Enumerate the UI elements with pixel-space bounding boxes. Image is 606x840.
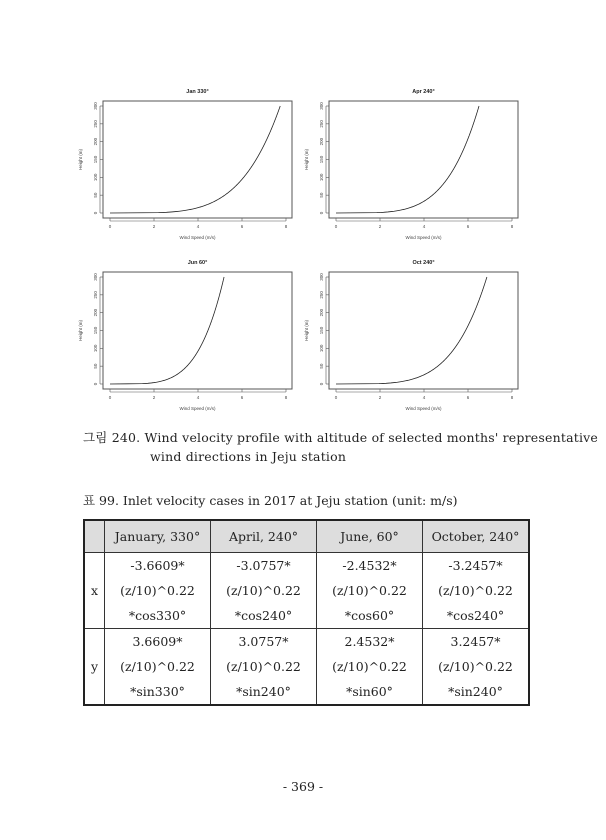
- y-tick-label: 250: [319, 120, 324, 128]
- y-tick-label: 250: [93, 291, 98, 299]
- table-row: [84, 629, 529, 706]
- x-tick-label: 6: [240, 224, 244, 229]
- y-tick-label: 0: [93, 211, 98, 215]
- chart-svg: [296, 253, 536, 423]
- cell-line: (z/10)^0.22: [120, 583, 195, 598]
- y-tick-label: 300: [93, 102, 98, 110]
- chart-title: Oct 240°: [412, 260, 435, 266]
- x-axis-label: Wind Speed (m/s): [179, 406, 216, 411]
- x-axis-label: Wind Speed (m/s): [405, 406, 442, 411]
- cell-line: 3.0757*: [238, 634, 289, 649]
- cell-line: (z/10)^0.22: [438, 583, 513, 598]
- x-tick-label: 8: [284, 395, 288, 400]
- x-tick-label: 8: [284, 224, 288, 229]
- plot-frame: [329, 272, 518, 389]
- cell-line: -3.2457*: [448, 558, 503, 573]
- y-tick-label: 0: [319, 382, 324, 386]
- x-tick-label: 0: [334, 395, 338, 400]
- y-tick-label: 300: [319, 273, 324, 281]
- table-cell: [423, 629, 530, 706]
- x-tick-label: 8: [510, 224, 514, 229]
- x-tick-label: 0: [108, 224, 112, 229]
- chart-jan: [70, 82, 310, 252]
- cell-line: *sin330°: [130, 684, 185, 699]
- page-number: - 369 -: [282, 779, 324, 794]
- y-tick-label: 250: [93, 120, 98, 128]
- chart-svg: [296, 82, 536, 252]
- cell-line: (z/10)^0.22: [438, 659, 513, 674]
- y-tick-label: 50: [93, 192, 98, 198]
- x-tick-label: 6: [240, 395, 244, 400]
- y-tick-label: 300: [319, 102, 324, 110]
- y-tick-label: 100: [93, 173, 98, 182]
- cell-line: *cos330°: [128, 608, 187, 623]
- chart-svg: [70, 82, 310, 252]
- inlet-velocity-table: [83, 519, 530, 706]
- table-cell: [317, 553, 423, 629]
- x-tick-label: 4: [422, 224, 426, 229]
- cell-line: *cos240°: [446, 608, 505, 623]
- profile-curve: [110, 277, 224, 384]
- y-axis-label: Height (m): [78, 319, 83, 342]
- table-cell: [211, 629, 317, 706]
- cell-line: -3.0757*: [236, 558, 291, 573]
- cell-line: (z/10)^0.22: [226, 583, 301, 598]
- table-header: June, 60°: [317, 520, 423, 553]
- table-cell: [423, 553, 530, 629]
- x-tick-label: 2: [378, 224, 382, 229]
- y-tick-label: 150: [319, 326, 324, 335]
- x-tick-label: 4: [422, 395, 426, 400]
- cell-line: *cos240°: [234, 608, 293, 623]
- x-axis-label: Wind Speed (m/s): [179, 235, 216, 240]
- x-tick-label: 0: [108, 395, 112, 400]
- y-axis-label: Height (m): [304, 319, 309, 342]
- x-tick-label: 4: [196, 224, 200, 229]
- table-header: October, 240°: [423, 520, 530, 553]
- y-tick-label: 100: [319, 344, 324, 353]
- figure-caption-line1: 그림 240. Wind velocity profile with altitude of selected months' representative: [83, 430, 599, 445]
- y-tick-label: 50: [319, 363, 324, 369]
- cell-line: -3.6609*: [130, 558, 185, 573]
- table-cell: [105, 629, 211, 706]
- table-cell: [105, 553, 211, 629]
- x-tick-label: 6: [466, 224, 470, 229]
- row-label: x: [84, 553, 105, 629]
- cell-line: *cos60°: [344, 608, 395, 623]
- cell-line: *sin240°: [236, 684, 291, 699]
- x-tick-label: 6: [466, 395, 470, 400]
- cell-line: (z/10)^0.22: [332, 583, 407, 598]
- row-label: y: [84, 629, 105, 706]
- y-axis-label: Height (m): [78, 148, 83, 171]
- chart-title: Jun 60°: [187, 260, 208, 266]
- x-tick-label: 8: [510, 395, 514, 400]
- cell-line: *sin240°: [448, 684, 503, 699]
- y-tick-label: 200: [93, 137, 98, 146]
- profile-curve: [336, 277, 487, 384]
- chart-apr: [296, 82, 536, 252]
- y-tick-label: 250: [319, 291, 324, 299]
- y-axis-label: Height (m): [304, 148, 309, 171]
- cell-line: *sin60°: [346, 684, 393, 699]
- plot-frame: [103, 272, 292, 389]
- y-tick-label: 200: [319, 137, 324, 146]
- y-tick-label: 100: [93, 344, 98, 353]
- table-header: January, 330°: [105, 520, 211, 553]
- table-header: [84, 520, 105, 553]
- y-tick-label: 0: [93, 382, 98, 386]
- cell-line: 3.6609*: [132, 634, 183, 649]
- chart-title: Apr 240°: [412, 89, 435, 95]
- y-tick-label: 150: [319, 155, 324, 164]
- chart-title: Jan 330°: [186, 89, 209, 95]
- y-tick-label: 200: [93, 308, 98, 317]
- x-tick-label: 2: [378, 395, 382, 400]
- table-header-row: [84, 520, 529, 553]
- y-tick-label: 300: [93, 273, 98, 281]
- plot-frame: [329, 101, 518, 218]
- chart-jun: [70, 253, 310, 423]
- table-cell: [317, 629, 423, 706]
- cell-line: (z/10)^0.22: [332, 659, 407, 674]
- x-tick-label: 4: [196, 395, 200, 400]
- cell-line: -2.4532*: [342, 558, 397, 573]
- x-tick-label: 0: [334, 224, 338, 229]
- cell-line: (z/10)^0.22: [226, 659, 301, 674]
- profile-curve: [110, 106, 280, 213]
- plot-frame: [103, 101, 292, 218]
- x-axis-label: Wind Speed (m/s): [405, 235, 442, 240]
- x-tick-label: 2: [152, 395, 156, 400]
- cell-line: 2.4532*: [344, 634, 395, 649]
- table-cell: [211, 553, 317, 629]
- y-tick-label: 50: [93, 363, 98, 369]
- table-title: 표 99. Inlet velocity cases in 2017 at Jeju station (unit: m/s): [83, 493, 458, 508]
- profile-curve: [336, 106, 479, 213]
- y-tick-label: 0: [319, 211, 324, 215]
- y-tick-label: 100: [319, 173, 324, 182]
- cell-line: (z/10)^0.22: [120, 659, 195, 674]
- cell-line: 3.2457*: [450, 634, 501, 649]
- figure-caption-line2: wind directions in Jeju station: [150, 449, 347, 464]
- table-row: [84, 553, 529, 629]
- chart-svg: [70, 253, 310, 423]
- x-tick-label: 2: [152, 224, 156, 229]
- y-tick-label: 150: [93, 155, 98, 164]
- y-tick-label: 200: [319, 308, 324, 317]
- y-tick-label: 50: [319, 192, 324, 198]
- table-header: April, 240°: [211, 520, 317, 553]
- y-tick-label: 150: [93, 326, 98, 335]
- chart-oct: [296, 253, 536, 423]
